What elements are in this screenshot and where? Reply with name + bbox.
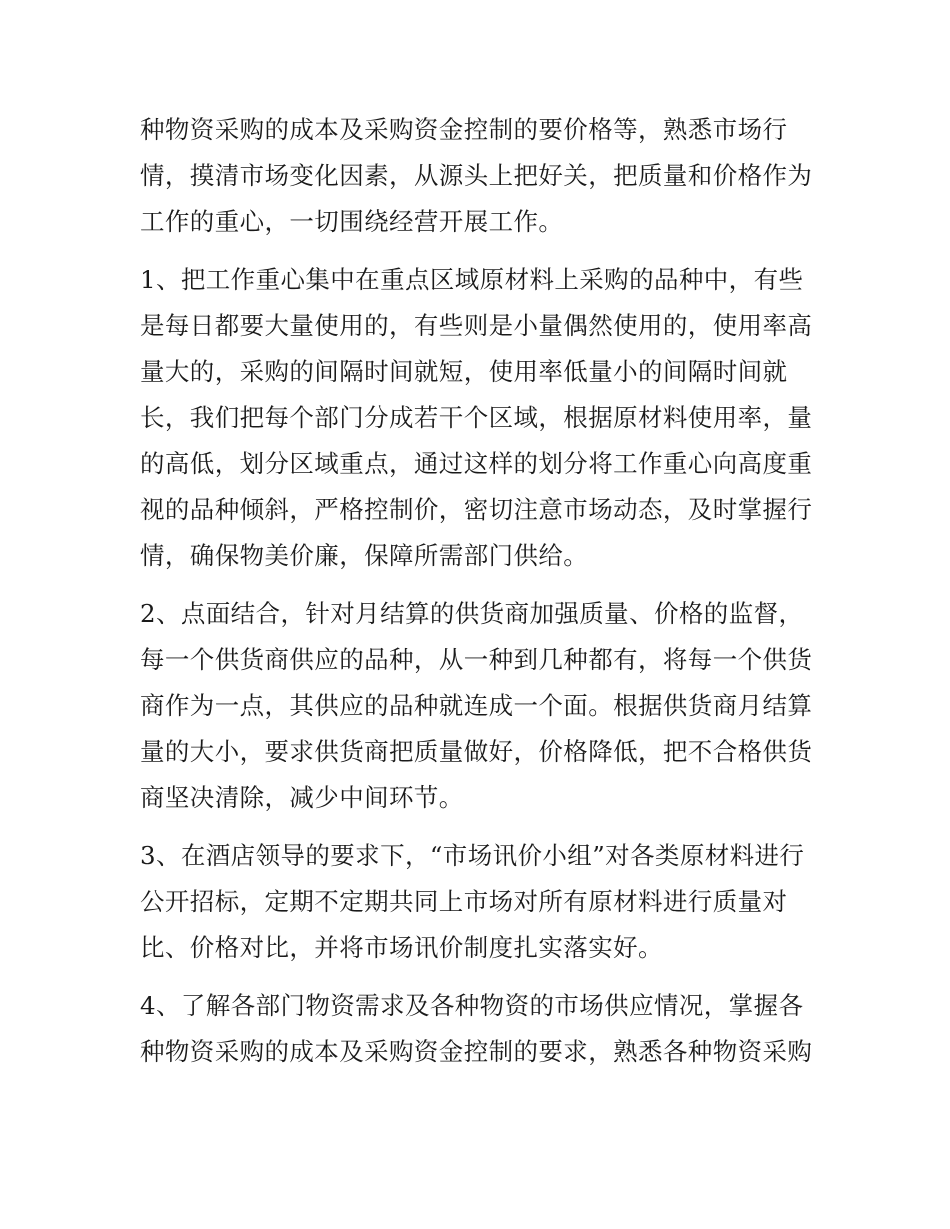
- text-line: 量大的，采购的间隔时间就短，使用率低量小的间隔时间就: [140, 357, 788, 386]
- text-line: 情，确保物美价廉，保障所需部门供给。: [140, 541, 589, 570]
- text-line: 工作的重心，一切围绕经营开展工作。: [140, 207, 564, 236]
- text-line: 比、价格对比，并将市场讯价制度扎实落实好。: [140, 933, 663, 962]
- text-line: 公开招标，定期不定期共同上市场对所有原材料进行质量对: [140, 887, 788, 916]
- text-line: 长，我们把每个部门分成若干个区域，根据原材料使用率，量: [140, 403, 813, 432]
- text-line: 种物资采购的成本及采购资金控制的要求，熟悉各种物资采购: [140, 1037, 813, 1066]
- text-line: 视的品种倾斜，严格控制价，密切注意市场动态，及时掌握行: [140, 495, 813, 524]
- text-line: 商坚决清除，减少中间环节。: [140, 783, 464, 812]
- text-line: 量的大小，要求供货商把质量做好，价格降低，把不合格供货: [140, 737, 813, 766]
- paragraph-intro: [140, 107, 820, 245]
- text-line: 商作为一点，其供应的品种就连成一个面。根据供货商月结算: [140, 691, 813, 720]
- text-line: 1、把工作重心集中在重点区域原材料上采购的品种中，有些: [140, 265, 804, 294]
- text-line: 3、在酒店领导的要求下，“市场讯价小组”对各类原材料进行: [140, 841, 805, 870]
- paragraph-item-3: [140, 833, 820, 971]
- text-line: 每一个供货商供应的品种，从一种到几种都有，将每一个供货: [140, 645, 813, 674]
- text-line: 的高低，划分区域重点，通过这样的划分将工作重心向高度重: [140, 449, 813, 478]
- text-line: 情，摸清市场变化因素，从源头上把好关，把质量和价格作为: [140, 161, 813, 190]
- text-line: 种物资采购的成本及采购资金控制的要价格等，熟悉市场行: [140, 115, 788, 144]
- paragraph-item-1: [140, 257, 820, 579]
- paragraph-item-4: [140, 983, 820, 1075]
- paragraph-item-2: [140, 591, 820, 821]
- text-line: 是每日都要大量使用的，有些则是小量偶然使用的，使用率高: [140, 311, 813, 340]
- text-line: 4、了解各部门物资需求及各种物资的市场供应情况，掌握各: [140, 991, 804, 1020]
- text-line: 2、点面结合，针对月结算的供货商加强质量、价格的监督，: [140, 599, 804, 628]
- document-body: [140, 107, 820, 1075]
